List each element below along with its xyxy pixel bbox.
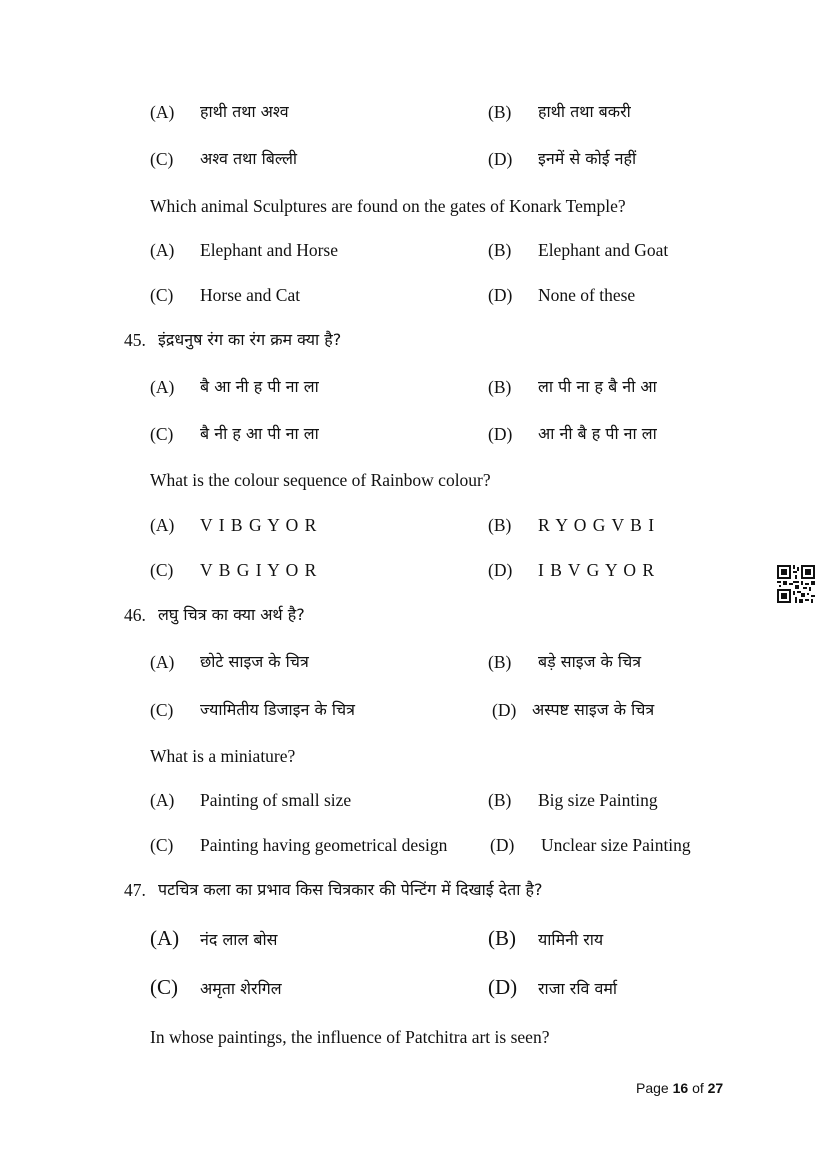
option-text: आ नी बै ह पी ना ला (538, 424, 657, 443)
option-text: V I B G Y O R (200, 515, 318, 535)
question-text-en: Which animal Sculptures are found on the gates of Konark Temple? (150, 196, 626, 216)
option-label: (C) (150, 424, 174, 444)
option-label: (B) (488, 102, 512, 122)
option-label: (C) (150, 975, 178, 999)
option-label: (D) (488, 424, 513, 444)
qr-code-icon (777, 565, 815, 603)
option-label: (A) (150, 240, 175, 260)
option-text: ज्यामितीय डिजाइन के चित्र (200, 700, 355, 719)
option-text: अस्पष्ट साइज के चित्र (532, 700, 655, 719)
option-text: None of these (538, 285, 636, 305)
option-text: Painting of small size (200, 790, 352, 810)
option-label: (D) (488, 285, 513, 305)
option-label: (A) (150, 377, 175, 397)
option-text: V B G I Y O R (200, 560, 318, 580)
option-label: (C) (150, 835, 174, 855)
option-text: अमृता शेरगिल (200, 979, 282, 998)
option-label: (A) (150, 652, 175, 672)
option-text: हाथी तथा बकरी (538, 102, 631, 121)
option-text: ला पी ना ह बै नी आ (538, 377, 657, 396)
option-label: (C) (150, 700, 174, 720)
of-word: of (692, 1080, 704, 1096)
option-text: Painting having geometrical design (200, 835, 448, 855)
option-label: (B) (488, 790, 512, 810)
question-text-hi: लघु चित्र का क्या अर्थ है? (158, 605, 305, 624)
page-footer (636, 1080, 723, 1096)
option-text: नंद लाल बोस (200, 930, 278, 949)
option-label: (B) (488, 652, 512, 672)
current-page: 16 (672, 1080, 689, 1096)
option-text: Elephant and Goat (538, 240, 669, 260)
option-text: Elephant and Horse (200, 240, 339, 260)
option-text: Unclear size Painting (541, 835, 691, 855)
option-label: (C) (150, 285, 174, 305)
option-label: (C) (150, 149, 174, 169)
option-label: (D) (488, 975, 518, 999)
question-number: 45. (124, 330, 146, 350)
option-text: बै नी ह आ पी ना ला (200, 424, 319, 443)
page-word: Page (636, 1080, 669, 1096)
option-text: Big size Painting (538, 790, 658, 810)
option-text: छोटे साइज के चित्र (200, 652, 309, 671)
option-text: हाथी तथा अश्व (200, 102, 289, 121)
option-text: R Y O G V B I (538, 515, 656, 535)
option-label: (B) (488, 926, 516, 950)
option-label: (D) (490, 835, 515, 855)
option-label: (D) (488, 149, 513, 169)
option-text: I B V G Y O R (538, 560, 656, 580)
question-number: 46. (124, 605, 146, 625)
option-text: Horse and Cat (200, 285, 301, 305)
option-label: (C) (150, 560, 174, 580)
option-label: (B) (488, 377, 512, 397)
option-label: (A) (150, 790, 175, 810)
option-label: (B) (488, 515, 512, 535)
option-label: (A) (150, 515, 175, 535)
question-text-hi: इंद्रधनुष रंग का रंग क्रम क्या है? (158, 330, 342, 349)
option-label: (A) (150, 926, 180, 950)
total-pages: 27 (707, 1080, 724, 1096)
question-text-en: What is a miniature? (150, 746, 296, 766)
option-label: (D) (488, 560, 513, 580)
question-number: 47. (124, 880, 146, 900)
option-label: (D) (492, 700, 517, 720)
option-text: इनमें से कोई नहीं (538, 149, 637, 168)
option-text: राजा रवि वर्मा (538, 979, 618, 998)
option-text: बै आ नी ह पी ना ला (200, 377, 319, 396)
option-text: अश्व तथा बिल्ली (200, 149, 298, 168)
option-label: (A) (150, 102, 175, 122)
question-text-en: What is the colour sequence of Rainbow colour? (150, 470, 491, 490)
option-label: (B) (488, 240, 512, 260)
option-text: बड़े साइज के चित्र (538, 652, 642, 671)
option-text: यामिनी राय (538, 930, 604, 949)
question-text-en: In whose paintings, the influence of Patchitra art is seen? (150, 1027, 550, 1047)
question-text-hi: पटचित्र कला का प्रभाव किस चित्रकार की पेन्टिंग में दिखाई देता है? (158, 880, 543, 899)
